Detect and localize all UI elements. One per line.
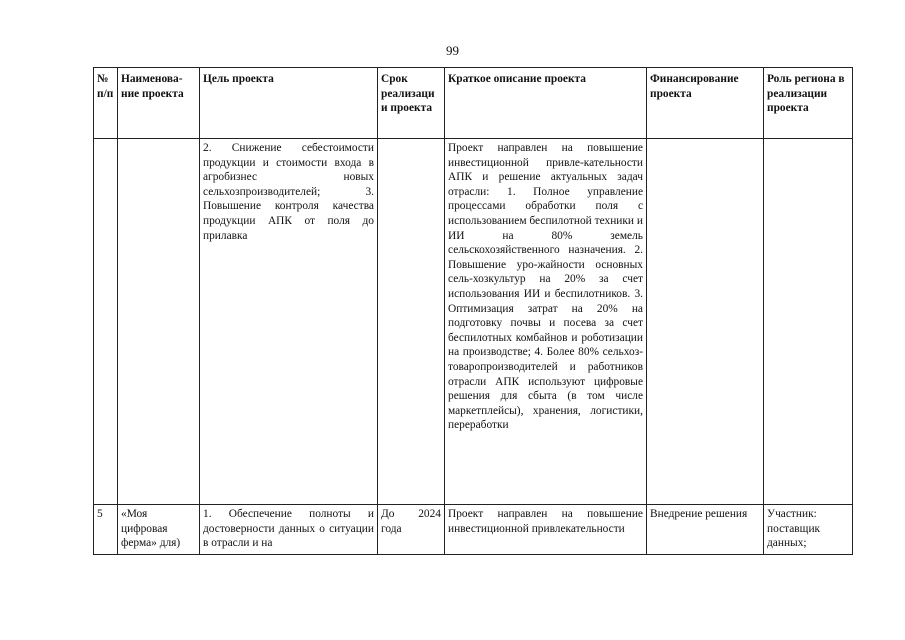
projects-table — [93, 67, 853, 555]
header-financing: Финансирование проекта — [647, 68, 764, 139]
table-row — [94, 139, 853, 505]
header-name: Наименова-ние проекта — [118, 68, 200, 139]
cell-number — [94, 139, 118, 505]
header-term: Срок реализации проекта — [378, 68, 445, 139]
cell-name: «Моя цифровая ферма» для) — [118, 505, 200, 555]
table-row — [94, 505, 853, 555]
cell-role — [764, 139, 853, 505]
cell-description: Проект направлен на повышение инвестиционной привле-кательности АПК и решение актуальных задач отрасли: 1. Полное управление процессами обработки поля с использованием беспилотной техники и ИИ на 80% земель сельскохозяйственного назначения. 2. Повышение уро-жайности основных сель-хозкультур на 20% за счет использования ИИ и беспилотников. 3. Оптимизация затрат на 20% на подготовку почвы и посева за счет беспилотных комбайнов и роботизации на производстве; 4. Более 80% сельхоз-товаропроизводителей и работников отрасли АПК используют цифровые решения для сбыта (в том числе маркетплейсы), хранения, логистики, переработки — [445, 139, 647, 505]
cell-number: 5 — [94, 505, 118, 555]
cell-name — [118, 139, 200, 505]
cell-role: Участник: поставщик данных; — [764, 505, 853, 555]
cell-financing — [647, 139, 764, 505]
page-number: 99 — [446, 43, 459, 58]
header-number: № п/п — [94, 68, 118, 139]
cell-description: Проект направлен на повышение инвестиционной привлекательности — [445, 505, 647, 555]
cell-financing: Внедрение решения — [647, 505, 764, 555]
table-header-row — [94, 68, 853, 139]
cell-goal: 1. Обеспечение полноты и достоверности данных о ситуации в отрасли и на — [200, 505, 378, 555]
header-role: Роль региона в реализации проекта — [764, 68, 853, 139]
cell-term — [378, 139, 445, 505]
cell-term: До 2024 года — [378, 505, 445, 555]
cell-goal: 2. Снижение себестоимости продукции и стоимости входа в агробизнес новых сельхозпроизводителей; 3. Повышение контроля качества продукции АПК от поля до прилавка — [200, 139, 378, 505]
header-goal: Цель проекта — [200, 68, 378, 139]
header-description: Краткое описание проекта — [445, 68, 647, 139]
